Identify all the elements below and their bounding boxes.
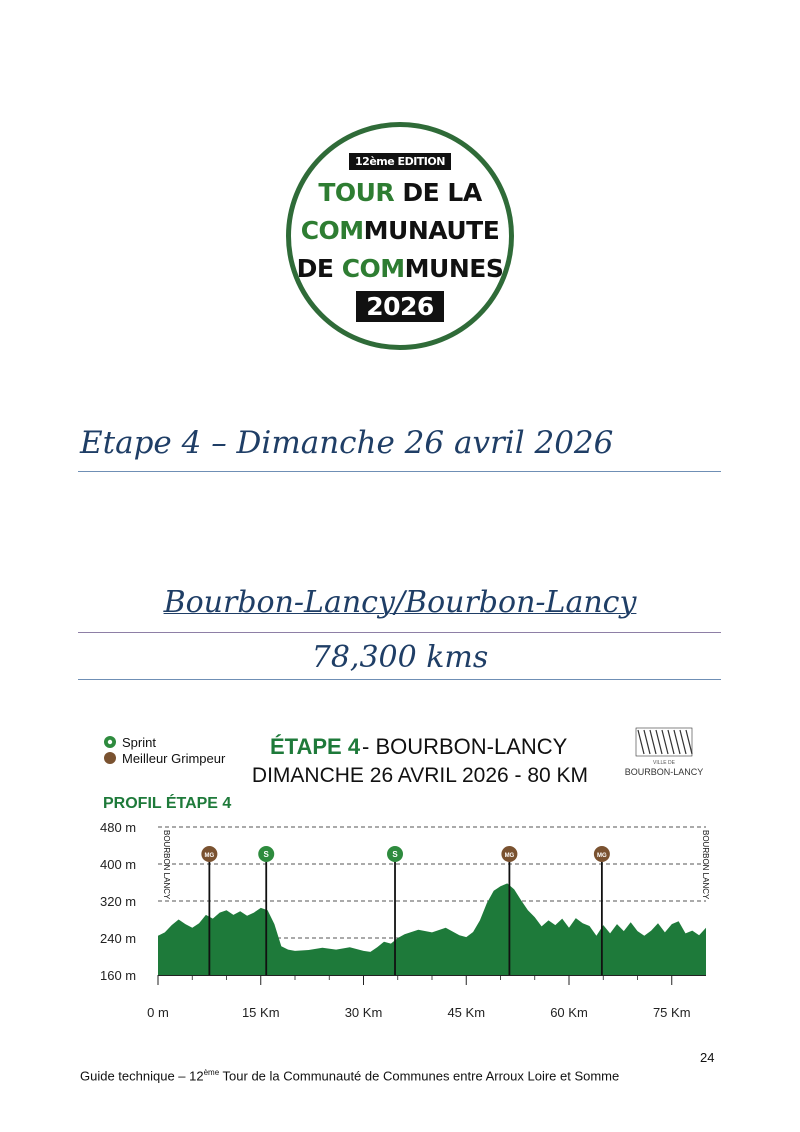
distance-rule bbox=[78, 679, 721, 680]
logo-line-2: COMMUNAUTE bbox=[300, 216, 500, 245]
profile-subtitle: DIMANCHE 26 AVRIL 2026 - 80 KM bbox=[251, 764, 589, 787]
logo-year: 2026 bbox=[286, 292, 514, 321]
y-tick-label: 240 m bbox=[100, 931, 137, 946]
page-number: 24 bbox=[700, 1050, 715, 1065]
marker-letter: S bbox=[263, 850, 269, 859]
y-tick-label: 160 m bbox=[100, 968, 137, 983]
start-town-label: BOURBON LANCY bbox=[162, 830, 171, 900]
marker-letter: MG bbox=[204, 853, 215, 859]
profile-title-stage: ÉTAPE 4 bbox=[270, 734, 361, 759]
town-logo-mark bbox=[636, 728, 692, 756]
town-logo-stroke bbox=[662, 730, 668, 754]
town-logo-stroke bbox=[644, 730, 650, 754]
x-tick-label: 30 Km bbox=[344, 1005, 383, 1020]
legend-sprint-icon-dot bbox=[108, 740, 112, 744]
end-town-label: BOURBON LANCY bbox=[701, 830, 710, 900]
town-logo-stroke bbox=[650, 730, 656, 754]
profile-label: PROFIL ÉTAPE 4 bbox=[103, 795, 232, 812]
town-logo-stroke bbox=[668, 730, 674, 754]
y-tick-label: 400 m bbox=[100, 857, 137, 872]
town-logo-stroke bbox=[638, 730, 644, 754]
legend-climb-label: Meilleur Grimpeur bbox=[122, 751, 226, 766]
logo-line-3: DE COMMUNES bbox=[296, 254, 504, 283]
legend-sprint-label: Sprint bbox=[122, 735, 156, 750]
logo-edition: 12ème EDITION bbox=[286, 150, 514, 169]
x-axis bbox=[147, 975, 706, 1020]
route-rule bbox=[78, 632, 721, 633]
tour-logo bbox=[286, 122, 514, 350]
town-logo-small: VILLE DE bbox=[653, 760, 675, 766]
x-tick-label: 15 Km bbox=[241, 1005, 280, 1020]
logo-line-1: TOUR DE LA bbox=[318, 178, 482, 207]
y-tick-label: 320 m bbox=[100, 894, 137, 909]
x-tick-label: 45 Km bbox=[447, 1005, 486, 1020]
marker-letter: MG bbox=[504, 853, 515, 859]
marker-letter: S bbox=[392, 850, 398, 859]
elevation-profile bbox=[158, 883, 706, 975]
town-logo-stroke bbox=[674, 730, 680, 754]
stage-title: Etape 4 – Dimanche 26 avril 2026 bbox=[80, 425, 614, 461]
town-logo bbox=[625, 728, 704, 777]
distance: 78,300 kms bbox=[311, 640, 489, 675]
y-tick-label: 480 m bbox=[100, 820, 137, 835]
town-logo-name: BOURBON-LANCY bbox=[624, 767, 704, 777]
footer-text: Guide technique – 12ème Tour de la Communauté de Communes entre Arroux Loire et Somme bbox=[80, 1068, 620, 1084]
marker-letter: MG bbox=[597, 853, 607, 859]
x-tick-label: 75 Km bbox=[652, 1005, 691, 1020]
town-logo-stroke bbox=[686, 730, 692, 754]
town-logo-stroke bbox=[680, 730, 686, 754]
profile-title-town: - BOURBON-LANCY bbox=[362, 734, 568, 759]
x-tick-label: 60 Km bbox=[550, 1005, 588, 1020]
legend-climb-icon bbox=[104, 752, 116, 764]
town-logo-stroke bbox=[656, 730, 662, 754]
title-rule bbox=[78, 471, 721, 472]
y-axis bbox=[100, 820, 136, 983]
stage-profile bbox=[0, 700, 800, 1030]
elevation-area bbox=[158, 883, 706, 975]
route-title: Bourbon-Lancy/Bourbon-Lancy bbox=[163, 585, 637, 620]
x-tick-label: 0 m bbox=[147, 1005, 169, 1020]
